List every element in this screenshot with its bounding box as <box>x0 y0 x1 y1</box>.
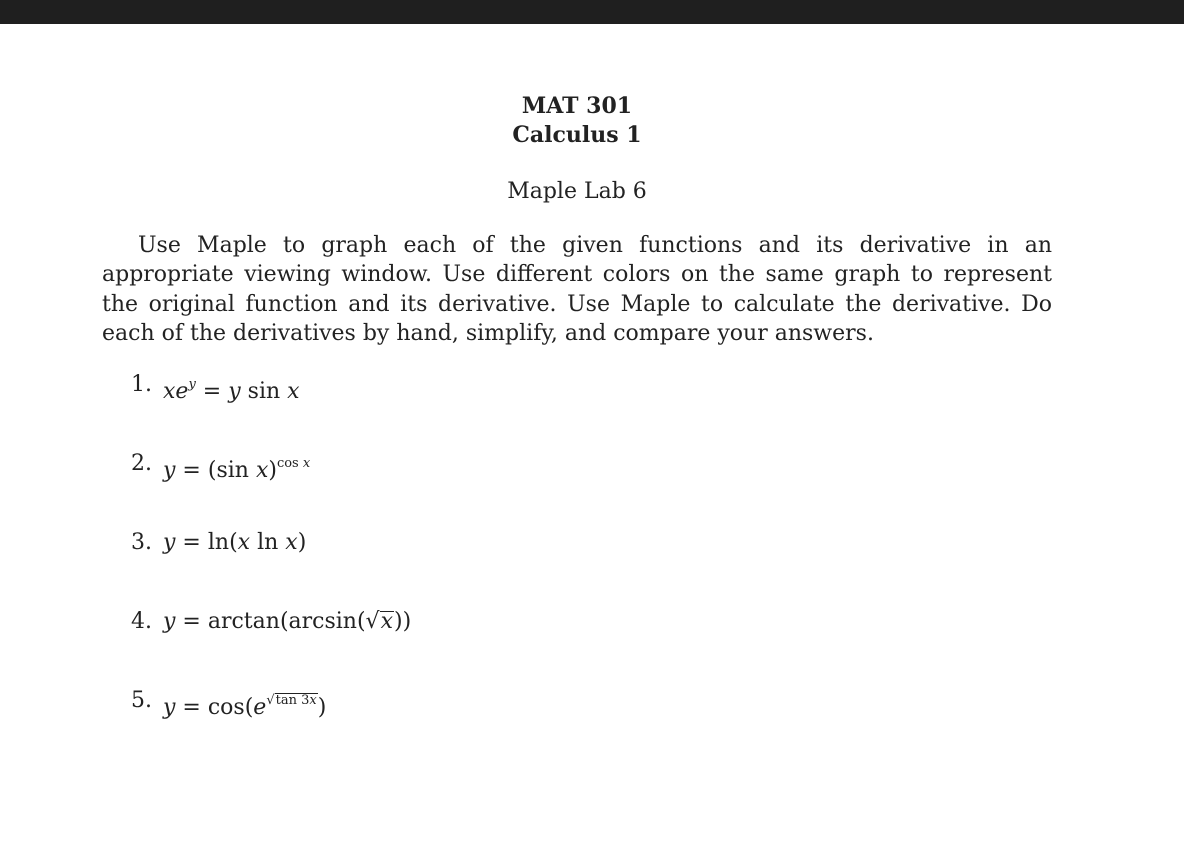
problem-4-equation: y = arctan(arcsin(√x)) <box>163 609 412 635</box>
document-page <box>102 92 1052 765</box>
problem-number: 3. <box>131 530 152 556</box>
problem-number: 1. <box>131 372 152 398</box>
course-name: Calculus 1 <box>512 122 642 148</box>
problem-5 <box>131 686 1052 765</box>
problem-number: 5. <box>131 688 152 714</box>
problem-5-equation: $y = \cos(e^{√tan 3x})$ <box>163 693 327 721</box>
course-code: MAT 301 <box>521 93 633 119</box>
lab-title: Maple Lab 6 <box>507 179 647 204</box>
problem-1-equation: $xe^y = y$ sin x <box>163 377 300 405</box>
problem-2 <box>131 449 1052 528</box>
problem-2-equation: y = (sin x)$^{cos x}$ <box>163 456 311 484</box>
problem-number: 2. <box>131 451 152 477</box>
problem-3-equation: y = ln(x ln x) <box>163 530 307 556</box>
instructions-paragraph: Use Maple to graph each of the given functions and its derivative in an appropriate viewing window. Use different colors on the same graph to represent the original function and its derivative. Use Maple to calculate the derivative. Do each of the derivatives by hand, simplify, and compare your answers. <box>102 233 1052 346</box>
problem-number: 4. <box>131 609 152 635</box>
problem-list <box>102 370 1052 765</box>
problem-1 <box>131 370 1052 449</box>
problem-4 <box>131 607 1052 686</box>
window-top-bar <box>0 0 1184 24</box>
problem-3 <box>131 528 1052 607</box>
